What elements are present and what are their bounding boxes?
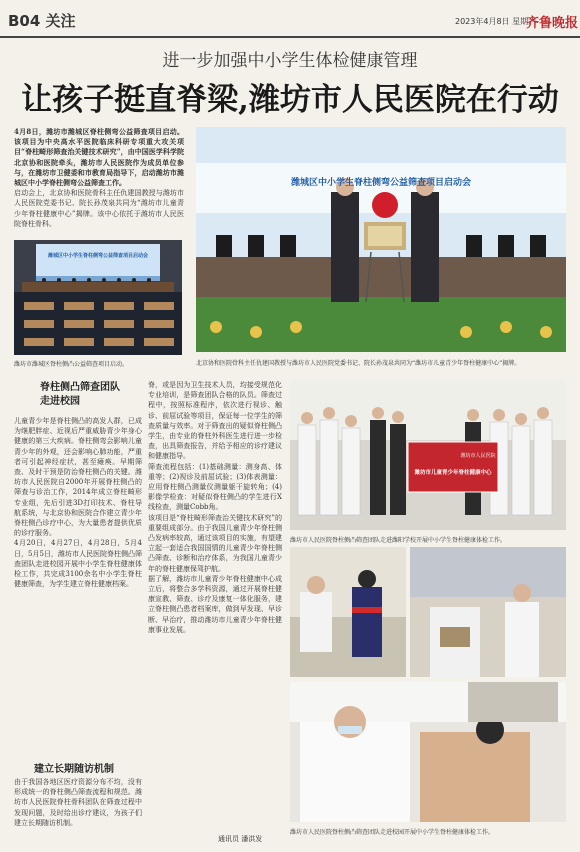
caption-team: 潍坊市人民医院脊柱侧凸筛查团队走进潍阳学校开展中小学生脊柱健康体检工作。 bbox=[290, 537, 507, 544]
section2-heading: 建立长期随访机制 bbox=[34, 764, 114, 775]
section-label: B04 关注 bbox=[8, 12, 76, 30]
newspaper-logo: 齐鲁晚报 bbox=[526, 16, 579, 31]
exam-photo-3 bbox=[290, 682, 566, 822]
lead-paragraph: 4月8日，潍坊市潍城区脊柱侧弯公益筛查项目启动。该项目为中央高水平医院临床科研专项重大攻关项目“脊柱畸形筛查治关键技术研究”，由中国医学科学院北京协和医院牵头，潍坊市人民医院作为成员单位参与，在潍坊市卫健委和市教育局指导下，启动潍坊市潍城区中小学脊柱侧弯公益筛查工作。 启动会上，北京协和医院骨科主任仇建国教授与潍坊市人民医院党委书记、院长孙茂泉共同为“潍坊市儿童青少年脊柱健康中心”揭牌。该中心依托于潍坊市人民医院脊柱骨科。 bbox=[14, 127, 184, 228]
team-photo bbox=[290, 380, 566, 530]
caption-exam: 潍坊市人民医院脊柱侧凸筛查团队走进校园开展中小学生脊柱健康体检工作。 bbox=[290, 829, 495, 836]
article-title: 让孩子挺直脊梁,潍坊市人民医院在行动 bbox=[21, 82, 559, 118]
caption-left: 潍坊市潍城区脊柱侧凸公益筛查项目启动。 bbox=[14, 361, 129, 368]
stage-photo bbox=[14, 240, 182, 355]
lead-paragraph-2: 启动会上，北京协和医院骨科主任仇建国教授与潍坊市人民医院党委书记、院长孙茂泉共同为“潍坊市儿童青少年脊柱健康中心”揭牌。该中心依托于潍坊市人民医院脊柱骨科。 bbox=[14, 189, 184, 228]
stage-banner-text: 潍城区中小学生脊柱侧弯公益筛查项目启动会 bbox=[47, 253, 148, 259]
section1-body: 儿童青少年是脊柱侧凸的高发人群，已成为继肥胖症、近视后严重威胁青少年身心健康的第三大疾病。脊柱侧弯会影响儿童青少年的外观，还会影响心肺功能，严重者可引起神经症状，甚至瘫痪。早期筛查、及时干预是防治脊柱侧凸的关键。潍坊市人民医院自2000年开展脊柱侧凸的筛查与诊治工作，2014年成立脊柱畸形专业组，先后引进3D打印技术、脊柱导航系统，与北京协和医院合作建立青少年脊柱侧凸诊疗中心，为大量患者提供优质的诊疗服务。 4月20日，4月27日，4月28日，5月4日，5月5日，潍坊市人民医院脊柱侧凸筛查团队走进校园开展中小学生脊柱健康体检工作，共完成3100余名中小学生脊柱健康筛查，为学生建立脊柱健康档案。 bbox=[14, 417, 142, 589]
exam-photo-1 bbox=[290, 547, 406, 677]
caption-main: 北京协和医院骨科主任仇建国教授与潍坊市人民医院党委书记、院长孙茂泉共同为“潍坊市儿童青少年脊柱健康中心”揭牌。 bbox=[196, 360, 521, 367]
column2-body-4: 据了解，潍坊市儿童青少年脊柱健康中心成立后，将整合多学科资源，通过开展脊柱健康宣教、筛查、诊疗及康复一体化服务，建立脊柱侧凸患者档案库，做到早发现、早诊断、早治疗，推动潍坊市儿童青少年脊柱健康事业发展。 bbox=[148, 574, 282, 634]
issue-date: 2023年4月8日 星期六 bbox=[455, 17, 537, 26]
article-subtitle: 进一步加强中小学生体检健康管理 bbox=[162, 51, 418, 71]
team-banner-small: 潍坊市人民医院 bbox=[460, 453, 496, 459]
column2-body-3: 该项目是“脊柱畸形筛查治关键技术研究”的重要组成部分。由于我国儿童青少年脊柱侧凸发病率较高，通过该项目的实施，有望建立起一套适合我国国情的儿童青少年脊柱侧凸筛查、诊断和治疗体系，为我国儿童青少年的脊柱健康保驾护航。 bbox=[148, 513, 282, 573]
section1-body-2: 4月20日，4月27日，4月28日，5月4日，5月5日，潍坊市人民医院脊柱侧凸筛查团队走进校园开展中小学生脊柱健康体检工作，共完成3100余名中小学生脊柱健康筛查，为学生建立脊柱健康档案。 bbox=[14, 539, 142, 589]
team-banner: 潍坊市儿童青少年脊柱健康中心 bbox=[414, 470, 492, 476]
column2-body: 脊，或是因为卫生技术人员，均接受规范化专业培训，是筛查团队合格的队员。筛查过程中，按照标准程序，依次进行视诊、触诊、前屈试验等项目，保证每一位学生的筛查质量与效率。对于筛查出的疑似脊柱侧凸学生，由专业的脊柱外科医生进行进一步检查，出具筛查报告，并给予相应的诊疗建议和健康指导。 筛查流程包括：(1)基础测量：测身高、体重等；(2)视诊及前屈试验；(3)体表测量：应用脊柱侧凸测量仪测量躯干旋转角；(4)影像学检查：对疑似脊柱侧凸的学生进行X线检查，测量Cobb角。 该项目是“脊柱畸形筛查治关键技术研究”的重要组成部分。由于我国儿童青少年脊柱侧凸发病率较高，通过该项目的实施，有望建立起一套适合我国国情的儿童青少年脊柱侧凸筛查、诊断和治疗体系，为我国儿童青少年的脊柱健康保驾护航。 据了解，潍坊市儿童青少年脊柱健康中心成立后，将整合多学科资源，通过开展脊柱健康宣教、筛查、诊疗及康复一体化服务，建立脊柱侧凸患者档案库，做到早发现、早诊断、早治疗，推动潍坊市儿童青少年脊柱健康事业发展。 bbox=[148, 381, 282, 634]
section2-body: 由于我国各地区医疗资源分布不均，没有形成统一的脊柱侧凸筛查流程和规范。潍坊市人民医院脊柱骨科团队在筛查过程中发现问题，及时给出诊疗建议，为孩子们建立长期随访机制。 bbox=[14, 778, 142, 827]
plaque-photo bbox=[196, 127, 566, 352]
plaque-banner-text: 潍城区中小学生脊柱侧弯公益筛查项目启动会 bbox=[290, 178, 471, 188]
section1-heading: 脊柱侧凸筛查团队 走进校园 bbox=[40, 382, 120, 407]
column2-body-2: 筛查流程包括：(1)基础测量：测身高、体重等；(2)视诊及前屈试验；(3)体表测量：应用脊柱侧凸测量仪测量躯干旋转角；(4)影像学检查：对疑似脊柱侧凸的学生进行X线检查，测量Cobb角。 bbox=[148, 462, 282, 512]
byline: 通讯员 潘洪发 bbox=[218, 835, 263, 843]
exam-photo-2 bbox=[410, 547, 566, 677]
